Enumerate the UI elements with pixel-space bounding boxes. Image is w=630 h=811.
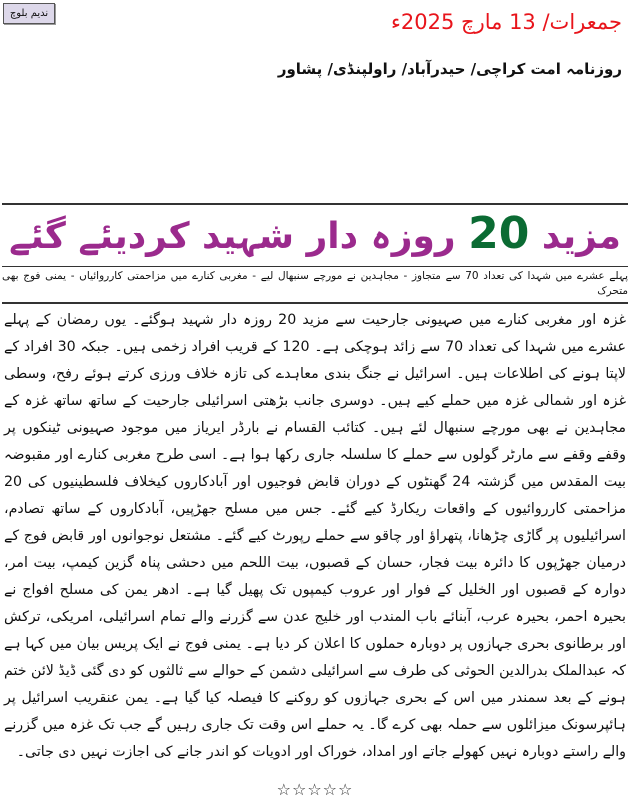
headline <box>2 205 628 266</box>
date-line: جمعرات/ 13 مارچ 2025ء <box>391 10 622 34</box>
masthead: روزنامہ امت کراچی/ حیدرآباد/ راولپنڈی/ پشاور <box>277 60 622 78</box>
end-marker-stars: ☆☆☆☆☆ <box>276 780 354 799</box>
headline-before: مزید <box>529 216 621 257</box>
author-badge: ندیم بلوچ <box>3 3 55 24</box>
headline-number: 20 <box>468 208 530 259</box>
headline-after: روزہ دار شہید کردیئے گئے <box>9 216 469 257</box>
article <box>2 203 628 811</box>
subheadline: پہلے عشرے میں شہدا کی تعداد 70 سے متجاوز - مجاہدین نے مورچے سنبھال لیے - مغربی کنارے میں مزاحمتی کارروائیاں - یمنی فوج بھی متحرک <box>2 270 628 297</box>
article-body: غزہ اور مغربی کنارے میں صہیونی جارحیت سے مزید 20 روزہ دار شہید ہوگئے۔ یوں رمضان کے پہلے عشرے میں شہدا کی تعداد 70 سے زائد ہوچکی ہے۔ 120 کے قریب افراد زخمی ہیں۔ جبکہ 30 افراد کے لاپتا ہونے کی اطلاعات ہیں۔ اسرائیل نے جنگ بندی معاہدے کی تازہ خلاف ورزی کرتے ہوئے رفح، وسطی غزہ اور شمالی غزہ میں حملے کیے ہیں۔ دوسری جانب بڑھتی اسرائیلی جارحیت کے ساتھ ساتھ غزہ کے مجاہدین نے بھی مورچے سنبھال لئے ہیں۔ کتائب القسام نے بارڈر ایریاز میں موجود صہیونی ٹینکوں پر وقفے وقفے سے مارٹر گولوں سے حملے کا سلسلہ جاری رکھا ہوا ہے۔ اسی طرح مغربی کنارے اور مقبوضہ بیت المقدس میں گزشتہ 24 گھنٹوں کے دوران قابض فوجیوں اور آبادکاروں کیخلاف فلسطینیوں کی 20 مزاحمتی کارروائیوں کے واقعات ریکارڈ کیے گئے۔ جس میں مسلح جھڑپیں، آبادکاروں کے ساتھ تصادم، اسرائیلیوں پر گاڑی چڑھانا، پتھراؤ اور چاقو سے حملے رپورٹ کیے گئے۔ مشتعل نوجوانوں اور قابض فوج کے درمیان جھڑپوں کا دائرہ بیت فجار، حسان کے قصبوں، بیت اللحم میں دحشی پناہ گزین کیمپ، بیت امر، دوارہ کے قصبوں اور الخلیل کے فوار اور عروب کیمپوں تک پھیل گیا ہے۔ ادھر یمن کی مسلح افواج نے بحیرہ احمر، بحیرہ عرب، آبنائے باب المندب اور خلیج عدن سے گزرنے والے تمام اسرائیلی، امریکی، ترکش اور برطانوی بحری جہازوں پر دوبارہ حملوں کا اعلان کر دیا ہے۔ یمنی فوج نے ایک پریس بیان میں کہا ہے کہ عبدالملک بدرالدین الحوثی کی طرف سے اسرائیلی دشمن کے حوالے سے ثالثوں کو دی گئی ڈیڈ لائن ختم ہونے کے بعد سمندر میں اس کے بحری جہازوں کو روکنے کا فیصلہ کیا گیا ہے۔ یمن عنقریب اسرائیل پر ہائپرسونک میزائلوں سے حملہ بھی کرے گا۔ یہ حملے اس وقت تک جاری رہیں گے جب تک غزہ میں گزرنے والے راستے دوبارہ نہیں کھولے جاتے اور امداد، خوراک اور ادویات کو اندر جانے کی اجازت نہیں دی جاتی۔ <box>4 312 626 760</box>
